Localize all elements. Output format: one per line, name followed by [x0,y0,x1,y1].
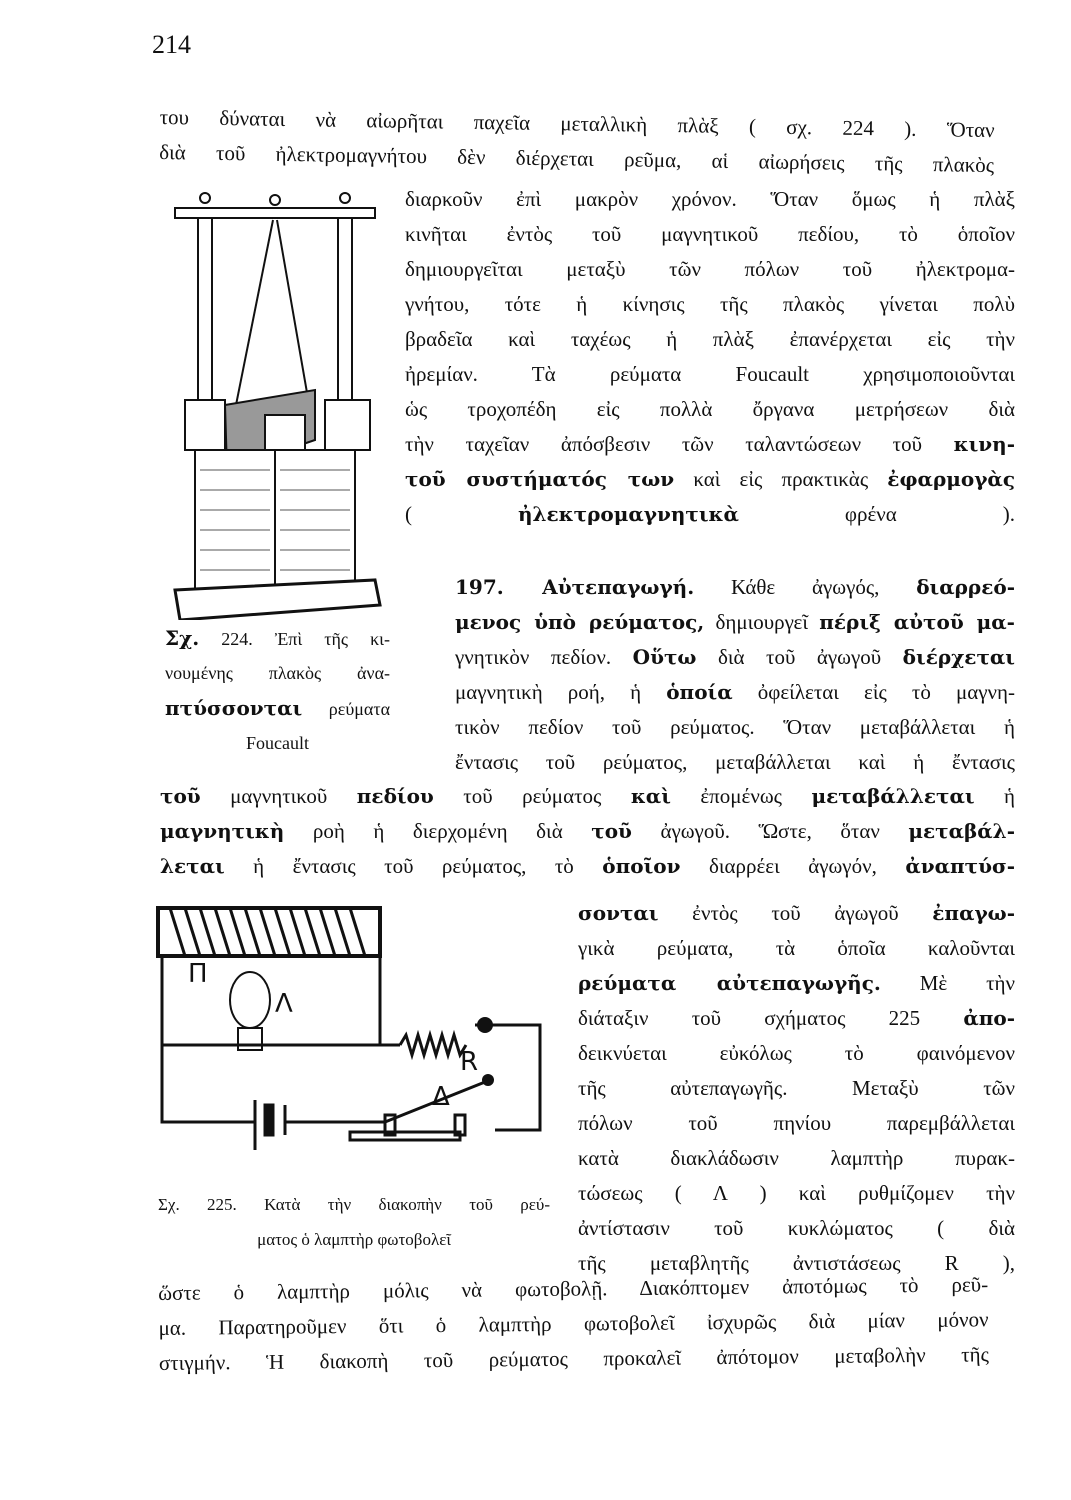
bold-text: καὶ [630,784,671,808]
section-197-intro [455,570,1015,780]
text-line [405,462,1015,497]
text-span: Σχ. 225. Κατὰ τὴν διακοπὴν τοῦ ρεύ- [158,1195,550,1214]
text-span: Κάθε ἀγωγός, [694,575,917,599]
text-line [455,570,1015,605]
bold-text: ἐφαρμογὰς [887,467,1015,491]
text-span: ὥστε ὁ λαμπτὴρ μόλις νὰ φωτοβολῇ. Διακόπτομεν ἀποτόμως τὸ ρεῦ- [158,1272,989,1305]
text-span: ὡς τροχοπέδη εἰς πολλὰ ὄργανα μετρήσεων διὰ [405,397,1015,421]
bold-text: τοῦ [591,819,632,843]
label-coil: Π [188,959,208,989]
text-line [160,849,1015,884]
text-line [405,252,1015,287]
text-span: φρένα ). [738,502,1015,526]
text-line [158,1190,550,1225]
bold-text: μαγνητικὴ [160,819,285,843]
text-span: ἀντίστασιν τοῦ κυκλώματος ( διὰ [578,1216,1015,1240]
label-switch: Δ [432,1082,450,1112]
bold-text: κινη- [953,432,1015,456]
text-line [165,727,390,762]
bold-text: ἠλεκτρομαγνητικὰ [517,502,739,526]
bold-text: ὁποῖον [602,854,681,878]
text-span: γνήτου, τότε ἡ κίνησις τῆς πλακὸς γίνεται πολὺ [405,292,1015,316]
page-number: 214 [152,30,191,59]
text-span: διαρκοῦν ἐπὶ μακρὸν χρόνον. Ὅταν ὅμως ἡ πλὰξ [405,187,1015,211]
bold-text: μεταβάλ- [908,819,1015,843]
text-line [455,710,1015,745]
bold-text: πεδίου [356,784,434,808]
text-span: του δύναται νὰ αἰωρῆται παχεῖα μεταλλικὴ πλὰξ ( σχ. 224 ). Ὅταν [159,104,995,143]
text-line [160,814,1015,849]
text-span: Μὲ τὴν [880,971,1015,995]
text-span: βραδεῖα καὶ ταχέως ἡ πλὰξ ἐπανέρχεται εἰς τὴν [405,327,1015,351]
bold-text: τοῦ [160,784,201,808]
bold-text: Οὕτω [632,645,697,669]
figure-225-circuit [150,900,550,1185]
text-span: δεικνύεται εὐκόλως τὸ φαινόμενον [578,1041,1015,1065]
text-line [405,392,1015,427]
text-span: νουμένης πλακὸς ἀνα- [165,663,390,683]
text-line [578,1211,1015,1246]
text-span: 224. Ἐπὶ τῆς κι- [199,629,390,649]
text-span: ἐπομένως [670,784,812,808]
text-span: τοῦ ρεύματος [433,784,631,808]
bold-text: 197. Αὐτεπαγωγή. [455,575,695,599]
paragraph-self-induction [160,779,1015,884]
label-lamp: Λ [275,989,293,1019]
text-line [165,657,390,692]
text-line [578,931,1015,966]
text-line [405,322,1015,357]
text-line [578,966,1015,1001]
text-line [165,692,390,727]
text-span: Foucault [246,733,309,753]
text-span: ἡ ἔντασις τοῦ ρεύματος, τὸ [224,854,603,878]
text-line [578,1141,1015,1176]
text-span: πόλων τοῦ πηνίου παρεμβάλλεται [578,1111,1015,1135]
text-span: καὶ εἰς πρακτικὰς [674,467,888,491]
text-span: γικὰ ρεύματα, τὰ ὁποῖα καλοῦνται [578,936,1015,960]
text-span: τῆς μεταβλητῆς ἀντιστάσεως R ), [578,1251,1015,1275]
text-span: τὴν ταχεῖαν ἀπόσβεσιν τῶν ταλαντώσεων τοῦ [405,432,954,456]
bold-text: ἀναπτύσ- [905,854,1015,878]
text-line [405,427,1015,462]
bold-text: διαρρεό- [916,575,1016,599]
text-line [159,1337,989,1381]
text-line [405,217,1015,252]
text-span: ἀγωγοῦ. Ὥστε, ὅταν [631,819,909,843]
paragraph-bottom [158,1267,989,1381]
text-span: ρεύματα [302,699,390,719]
text-span: ροὴ ἡ διερχομένη διὰ [284,819,592,843]
text-span: διὰ τοῦ ἠλεκτρομαγνήτου δὲν διέρχεται ρεῦμα, αἱ αἰωρήσεις τῆς πλακὸς [158,139,995,178]
text-span: τῆς αὐτεπαγωγῆς. Μεταξὺ τῶν [578,1076,1015,1100]
text-span: δημιουργεῖται μεταξὺ τῶν πόλων τοῦ ἠλεκτρομα- [405,257,1015,281]
bold-text: λεται [160,854,225,878]
figure-224-caption [165,622,390,762]
text-line [160,779,1015,814]
text-line [405,287,1015,322]
text-span: ἠρεμίαν. Τὰ ρεύματα Foucault χρησιμοποιοῦνται [405,362,1015,386]
text-line [578,1071,1015,1106]
paragraph-top [159,100,995,183]
text-span: ἐντὸς τοῦ ἀγωγοῦ [658,901,933,925]
text-span: τώσεως ( Λ ) καὶ ρυθμίζομεν τὴν [578,1181,1015,1205]
text-line [578,1106,1015,1141]
label-resistor: R [460,1047,479,1077]
text-span: κατὰ διακλάδωσιν λαμπτὴρ πυρακ- [578,1146,1015,1170]
figure-224-electromagnet [165,180,390,620]
text-line [578,1176,1015,1211]
bold-text: μενος ὑπὸ ρεύματος, [455,610,705,634]
text-span: τικὸν πεδίον τοῦ ρεύματος. Ὅταν μεταβάλλεται ἡ [455,715,1015,739]
bold-text: ὁποία [666,680,733,704]
bold-text: διέρχεται [902,645,1015,669]
text-span: διάταξιν τοῦ σχήματος 225 [578,1006,964,1030]
text-line [455,605,1015,640]
text-span: γνητικὸν πεδίον. [455,645,633,669]
figure-225-caption [158,1190,550,1260]
bold-text: μεταβάλλεται [811,784,975,808]
text-span: δημιουργεῖ [704,610,820,634]
text-span: στιγμήν. Ἡ διακοπὴ τοῦ ρεύματος προκαλεῖ ἀπότομον μεταβολὴν τῆς [158,1342,989,1375]
bold-text: πτύσσονται [165,696,303,720]
bold-text: σονται [578,901,659,925]
text-line [455,745,1015,780]
text-span: μα. Παρατηροῦμεν ὅτι ὁ λαμπτὴρ φωτοβολεῖ ἰσχυρῶς διὰ μίαν μόνον [158,1307,989,1340]
bold-text: ἀπο- [963,1006,1015,1030]
bold-text: ἐπαγω- [932,901,1015,925]
text-span: ὀφείλεται εἰς τὸ μαγνη- [732,680,1015,704]
text-line [578,896,1015,931]
text-line [405,182,1015,217]
paragraph-experiment [578,896,1015,1281]
text-span: ( [405,502,518,526]
text-span: διαρρέει ἀγωγόν, [680,854,906,878]
text-span: μαγνητικοῦ [200,784,357,808]
text-line [165,622,390,657]
bold-text: πέριξ αὐτοῦ μα- [819,610,1015,634]
text-line [455,675,1015,710]
paragraph-foucault [405,182,1015,532]
text-span: μαγνητικὴ ροή, ἡ [455,680,667,704]
bold-text: ρεύματα αὐτεπαγωγῆς. [578,971,881,995]
text-line [578,1001,1015,1036]
text-line [455,640,1015,675]
text-span: διὰ τοῦ ἀγωγοῦ [696,645,903,669]
bold-text: τοῦ συστήματός των [405,467,675,491]
text-line [578,1036,1015,1071]
text-line [405,497,1015,532]
text-span: ματος ὁ λαμπτὴρ φωτοβολεῖ [257,1230,451,1249]
text-span: κινῆται ἐντὸς τοῦ μαγνητικοῦ πεδίου, τὸ ὁποῖον [405,222,1015,246]
text-line [405,357,1015,392]
bold-text: Σχ. [165,626,200,650]
text-span: ἡ [974,784,1015,808]
text-span: ἔντασις τοῦ ρεύματος, μεταβάλλεται καὶ ἡ ἔντασις [455,750,1015,774]
text-line [158,1225,550,1260]
